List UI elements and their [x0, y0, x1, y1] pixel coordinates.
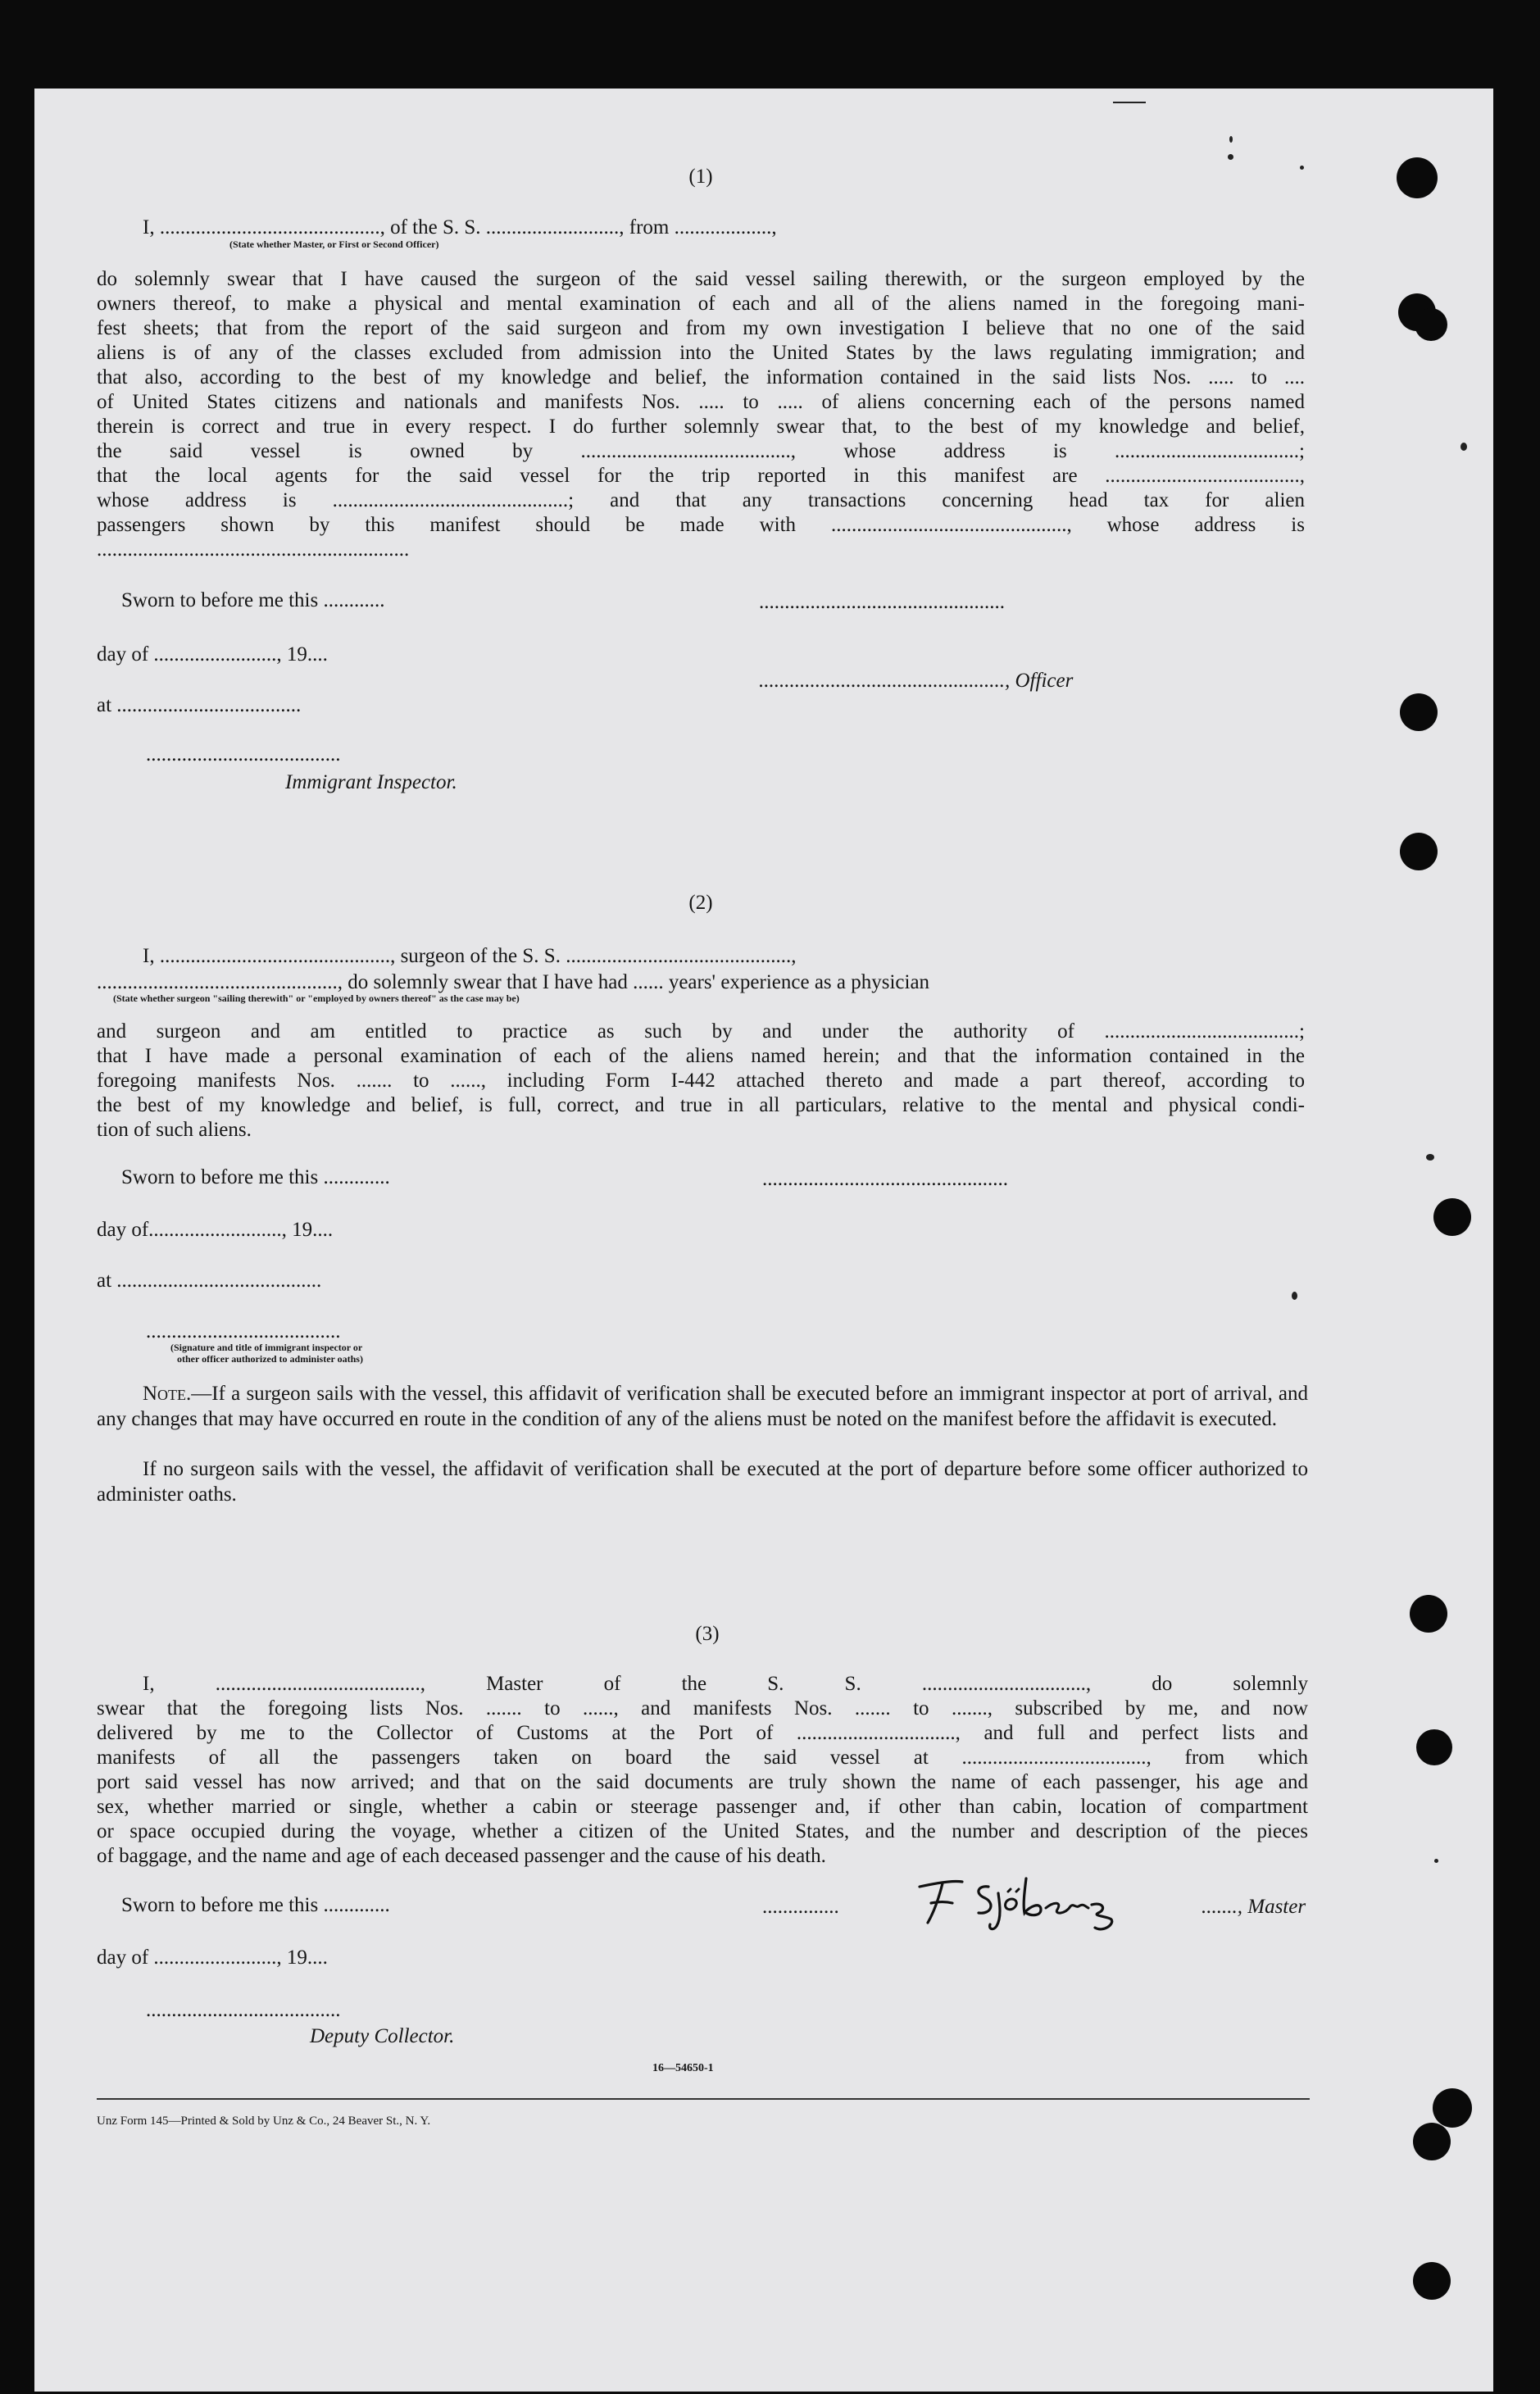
- caption: (State whether surgeon "sailing therewith" or "employed by owners thereof" as the case may be): [113, 993, 520, 1004]
- text-line: tion of such aliens.: [97, 1119, 252, 1141]
- text-line: of United States citizens and nationals and manifests Nos. ..... to ..... of aliens concerning each of the persons named: [97, 391, 1305, 413]
- text-line: therein is correct and true in every respect. I do further solemnly swear that, to the best of my knowledge and belief,: [97, 416, 1305, 438]
- text-line: the best of my knowledge and belief, is full, correct, and true in all particulars, relative to the mental and physical condi-: [97, 1094, 1305, 1116]
- note-label: Note.: [143, 1383, 192, 1405]
- punch-hole: [1410, 1595, 1447, 1633]
- text-line: aliens is of any of the classes excluded from admission into the United States by the laws regulating immigration; and: [97, 342, 1305, 364]
- date-line: day of ........................, 19....: [97, 643, 328, 666]
- sworn-line: Sworn to before me this .............: [121, 1894, 390, 1916]
- handwritten-signature: [910, 1869, 1188, 1934]
- text-line: I, ........................................, Master of the S. S. ................................, do solemnly: [143, 1673, 1308, 1695]
- punch-hole: [1413, 2262, 1451, 2300]
- signature-line: ................................................: [762, 1168, 1008, 1190]
- speck: [1292, 1292, 1297, 1300]
- caption: other officer authorized to administer oaths): [177, 1353, 363, 1365]
- section-number: (3): [695, 1623, 720, 1645]
- punch-hole: [1400, 833, 1438, 870]
- punch-hole: [1433, 1198, 1471, 1236]
- text-line: that the local agents for the said vessel for the trip reported in this manifest are ......................................,: [97, 465, 1305, 487]
- punch-hole: [1397, 157, 1438, 198]
- text-line: the said vessel is owned by ........................................., whose address is ....................................;: [97, 440, 1305, 462]
- signature-scribble: [910, 1869, 1188, 1934]
- punch-hole: [1413, 2123, 1451, 2160]
- text-line: manifests of all the passengers taken on board the said vessel at ...................................., from which: [97, 1747, 1308, 1769]
- printer-credit: Unz Form 145—Printed & Sold by Unz & Co., 24 Beaver St., N. Y.: [97, 2115, 431, 2128]
- note-text: —If a surgeon sails with the vessel, this affidavit of verification shall be executed before an immigrant inspector at port of arrival, and any changes that may have occurred en route in the condition of any of the aliens must be noted on the manifest before the affidavit is executed.: [97, 1383, 1308, 1430]
- place-line: at ....................................: [97, 694, 302, 716]
- master-label: ......., Master: [1202, 1896, 1306, 1918]
- signature-line: ................................................: [759, 591, 1005, 613]
- inspector-label: Immigrant Inspector.: [285, 771, 457, 793]
- text-line: or space occupied during the voyage, whether a citizen of the United States, and the number and description of the pieces: [97, 1820, 1308, 1842]
- text-line: and surgeon and am entitled to practice as such by and under the authority of ......................................;: [97, 1020, 1305, 1043]
- punch-hole: [1416, 1729, 1452, 1765]
- speck: [1426, 1154, 1434, 1161]
- speck: [1434, 1859, 1438, 1863]
- text-line: do solemnly swear that I have caused the surgeon of the said vessel sailing therewith, or the surgeon employed by the: [97, 268, 1305, 290]
- text-line: foregoing manifests Nos. ....... to ......, including Form I-442 attached thereto and made a part thereof, according to: [97, 1070, 1305, 1092]
- footer-rule: [97, 2098, 1310, 2100]
- caption: (Signature and title of immigrant inspector or: [170, 1342, 363, 1353]
- section-number: (2): [688, 892, 713, 914]
- text-line: port said vessel has now arrived; and that on the said documents are truly shown the name of each passenger, his age and: [97, 1771, 1308, 1793]
- speck: [1113, 102, 1146, 103]
- text-line: owners thereof, to make a physical and mental examination of each and all of the aliens named in the foregoing mani-: [97, 293, 1305, 315]
- punch-hole: [1400, 693, 1438, 731]
- place-line: at ........................................: [97, 1270, 322, 1292]
- text-line: of baggage, and the name and age of each deceased passenger and the cause of his death.: [97, 1845, 826, 1867]
- document-page: [34, 89, 1493, 2392]
- blank-line: .............................................................: [97, 538, 410, 561]
- oath-line: I, ..........................................., of the S. S. .........................., from ...................,: [143, 216, 777, 238]
- text-line: passengers shown by this manifest should be made with .............................................., whose address is: [97, 514, 1305, 536]
- oath-line: I, ............................................., surgeon of the S. S. ............................................,: [143, 945, 797, 967]
- form-number: 16—54650-1: [652, 2062, 714, 2074]
- text-line: delivered by me to the Collector of Customs at the Port of ..............................., and full and perfect lists and: [97, 1722, 1308, 1744]
- text-line: that also, according to the best of my knowledge and belief, the information contained in the said lists Nos. ..... to ....: [97, 366, 1305, 388]
- text-line: fest sheets; that from the report of the said surgeon and from my own investigation I believe that no one of the said: [97, 317, 1305, 339]
- punch-hole: [1415, 308, 1447, 341]
- note-paragraph: [97, 1382, 1308, 1432]
- collector-signature-line: ......................................: [146, 1999, 341, 2021]
- date-line: day of ........................, 19....: [97, 1947, 328, 1969]
- date-line: day of.........................., 19....: [97, 1219, 334, 1241]
- caption: (State whether Master, or First or Second Officer): [229, 238, 439, 250]
- section-number: (1): [688, 166, 713, 188]
- speck: [1461, 443, 1467, 451]
- inspector-signature-line: ......................................: [146, 743, 341, 765]
- officer-line: ................................................, Officer: [759, 670, 1074, 692]
- punch-hole: [1433, 2088, 1472, 2128]
- sworn-line: Sworn to before me this .............: [121, 1166, 390, 1188]
- text-line: swear that the foregoing lists Nos. ....... to ......, and manifests Nos. ....... to ......., subscribed by me, and now: [97, 1697, 1308, 1719]
- note-paragraph: If no surgeon sails with the vessel, the affidavit of verification shall be executed at the port of departure before some officer authorized to administer oaths.: [97, 1458, 1308, 1506]
- text-line: that I have made a personal examination of each of the aliens named herein; and that the information contained in the: [97, 1045, 1305, 1067]
- speck: [1228, 154, 1233, 160]
- collector-label: Deputy Collector.: [310, 2025, 455, 2047]
- speck: [1229, 136, 1233, 143]
- text-line: whose address is ..............................................; and that any transactions concerning head tax for alien: [97, 489, 1305, 511]
- oath-line: ..............................................., do solemnly swear that I have had ...... years' experience as a physician: [97, 971, 930, 993]
- signature-line: ...............: [762, 1896, 839, 1918]
- sworn-line: Sworn to before me this ............: [121, 589, 385, 611]
- text-line: sex, whether married or single, whether a cabin or steerage passenger and, if other than cabin, location of compartment: [97, 1796, 1308, 1818]
- inspector-signature-line: ......................................: [146, 1320, 341, 1342]
